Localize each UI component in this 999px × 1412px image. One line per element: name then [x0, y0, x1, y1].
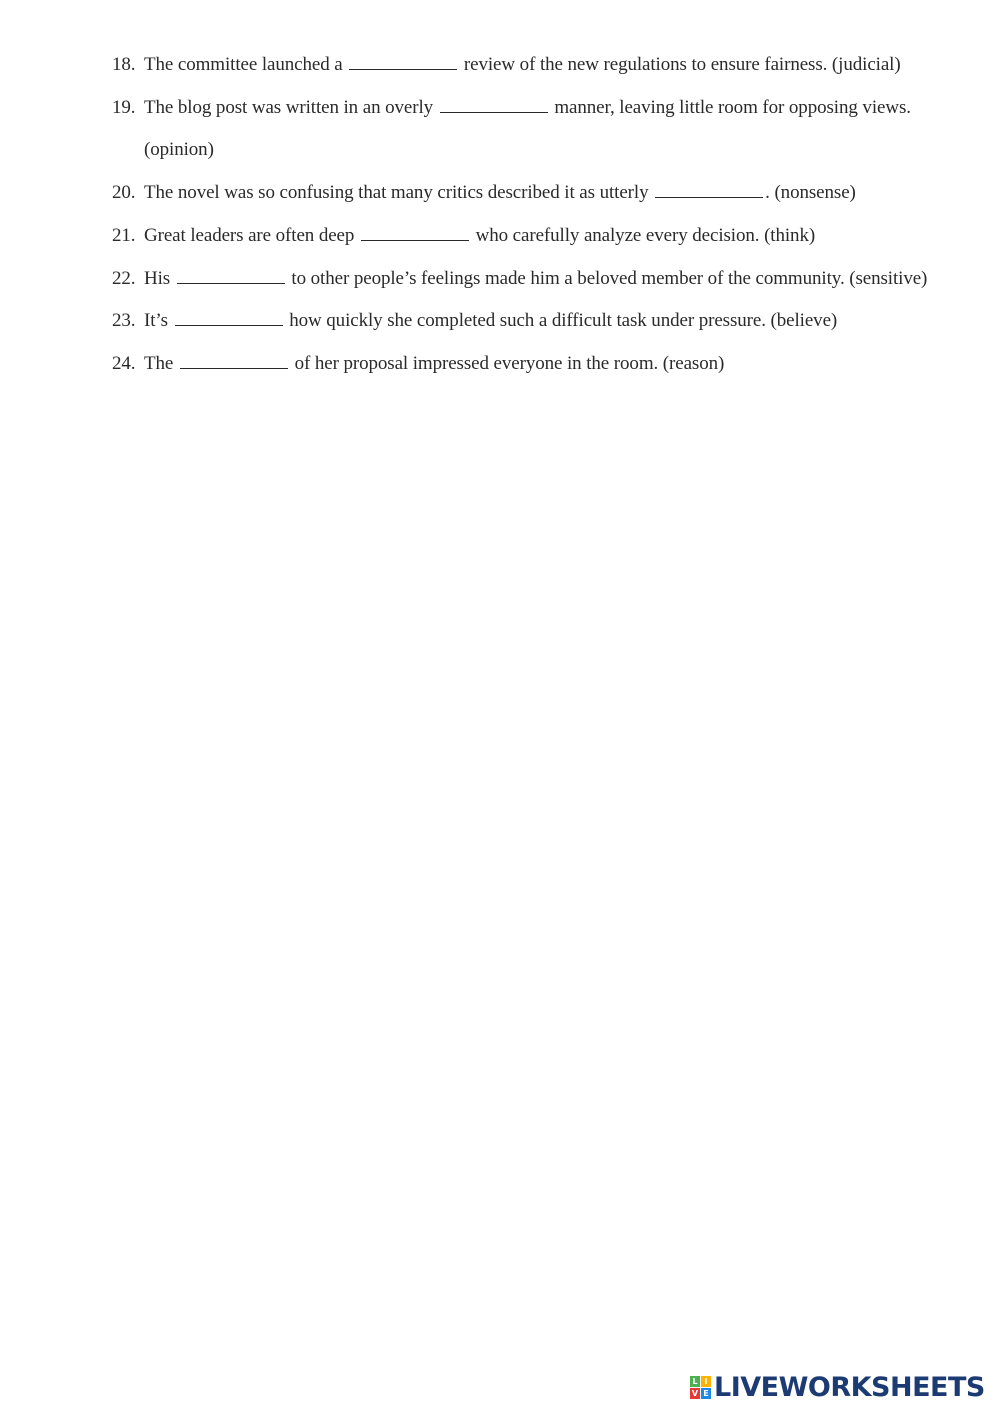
question-number: 19. — [112, 96, 136, 118]
question-19 — [112, 87, 932, 172]
question-text-after: manner, leaving little room for opposing views. (opinion) — [144, 96, 911, 161]
question-text-before: The blog post was written in an overly — [144, 96, 434, 118]
answer-blank[interactable] — [349, 53, 457, 70]
answer-blank[interactable] — [175, 309, 283, 326]
question-21 — [112, 215, 932, 258]
question-text-after: . (nonsense) — [765, 182, 856, 204]
answer-blank[interactable] — [180, 352, 288, 369]
question-18 — [112, 44, 932, 87]
question-text-after: review of the new regulations to ensure fairness. (judicial) — [463, 54, 901, 75]
logo-mark-letter: I — [701, 1376, 711, 1387]
question-text-before: The committee launched a — [144, 54, 343, 75]
question-list — [112, 44, 932, 386]
question-text-before: The novel was so confusing that many critics described it as utterly — [144, 182, 649, 204]
answer-blank[interactable] — [440, 96, 548, 113]
question-23 — [112, 300, 932, 343]
question-number: 20. — [112, 182, 136, 204]
question-text-before: The — [144, 352, 174, 374]
question-text-after: how quickly she completed such a difficult task under pressure. (believe) — [289, 310, 838, 332]
question-text-before: His — [144, 267, 171, 289]
question-text-before: It’s — [144, 310, 168, 332]
logo-mark-letter: L — [690, 1376, 700, 1387]
question-text-before: Great leaders are often deep — [144, 224, 355, 246]
question-text-after: of her proposal impressed everyone in the room. (reason) — [294, 352, 725, 374]
question-22 — [112, 258, 932, 301]
answer-blank[interactable] — [655, 181, 763, 198]
logo-mark-icon — [690, 1376, 711, 1399]
question-number: 22. — [112, 267, 136, 289]
question-number: 24. — [112, 352, 136, 374]
question-text-after: who carefully analyze every decision. (think) — [475, 224, 816, 246]
logo-mark-letter: V — [691, 1388, 699, 1398]
question-24 — [112, 343, 932, 386]
question-number: 23. — [112, 310, 136, 332]
logo-text: LIVEWORKSHEETS — [714, 1371, 985, 1403]
question-number: 21. — [112, 224, 136, 246]
question-20 — [112, 172, 932, 215]
answer-blank[interactable] — [361, 224, 469, 241]
logo-mark-letter: E — [701, 1388, 711, 1399]
answer-blank[interactable] — [177, 267, 285, 284]
question-number: 18. — [112, 54, 136, 75]
question-text-after: to other people’s feelings made him a beloved member of the community. (sensitive) — [291, 267, 928, 289]
liveworksheets-logo — [690, 1372, 985, 1402]
